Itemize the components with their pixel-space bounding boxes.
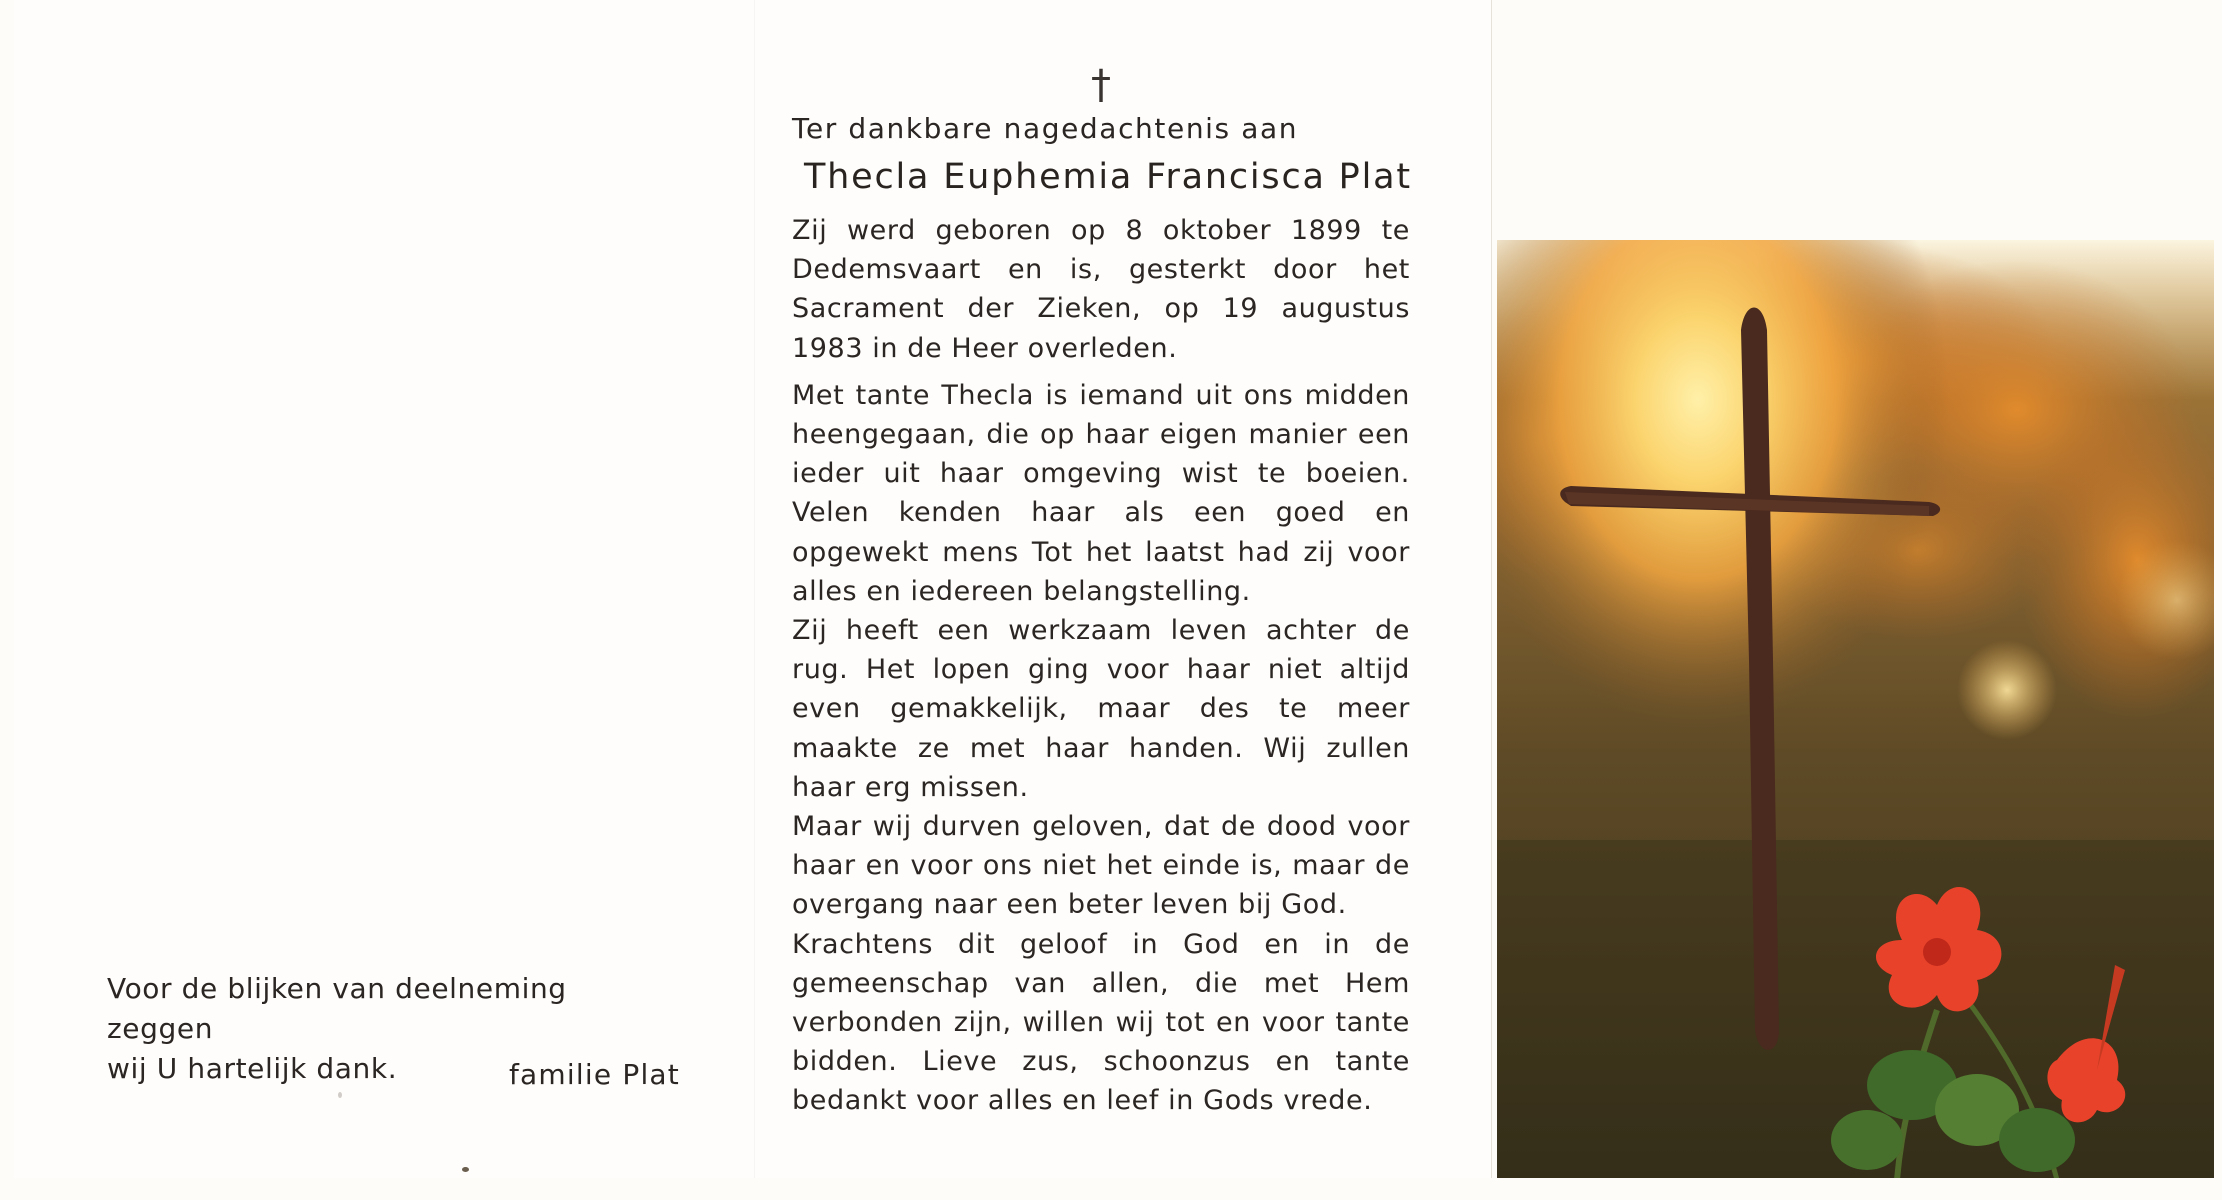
paragraph-birth-death: Zij werd geboren op 8 oktober 1899 te Dedemsvaart en is, gesterkt door het Sacrament der Zieken, op 19 augustus 1983 in de Heer overleden. (792, 215, 1410, 364)
deceased-name: Thecla Euphemia Francisca Plat (804, 157, 1412, 197)
intro-line: Ter dankbare nagedachtenis aan (792, 112, 1299, 145)
paragraph-faith: Maar wij durven geloven, dat de dood voor haar en voor ons niet het einde is, maar de overgang naar een beter leven bij God. (792, 811, 1410, 921)
paragraph-character: Met tante Thecla is iemand uit ons midden heengegaan, die op haar eigen manier een ieder uit haar omgeving wist te boeien. Velen kenden haar als een goed en opgewekt mens Tot het laatst had zij voor alles en iedereen belangstelling. (792, 379, 1410, 607)
memorial-text (792, 211, 1410, 1121)
cross-symbol: † (1091, 62, 1111, 108)
thanks-text: Voor de blijken van deelneming zeggen wij U hartelijk dank. (107, 972, 567, 1085)
paper-speck (338, 1092, 342, 1098)
family-signature: familie Plat (509, 1058, 680, 1091)
paper-speck (462, 1167, 469, 1172)
paragraph-prayer: Krachtens dit geloof in God en in de gemeenschap van allen, die met Hem verbonden zijn, willen wij tot en voor tante bidden. Lieve zus, schoonzus en tante bedankt voor alles en leef in Gods vrede. (792, 928, 1410, 1117)
paragraph-life: Zij heeft een werkzaam leven achter de rug. Het lopen ging voor haar niet altijd even gemakkelijk, maar des te meer maakte ze met haar handen. Wij zullen haar erg missen. (792, 615, 1410, 803)
card-fold-line (754, 0, 755, 1178)
sunset-cross-photo (1497, 240, 2214, 1178)
